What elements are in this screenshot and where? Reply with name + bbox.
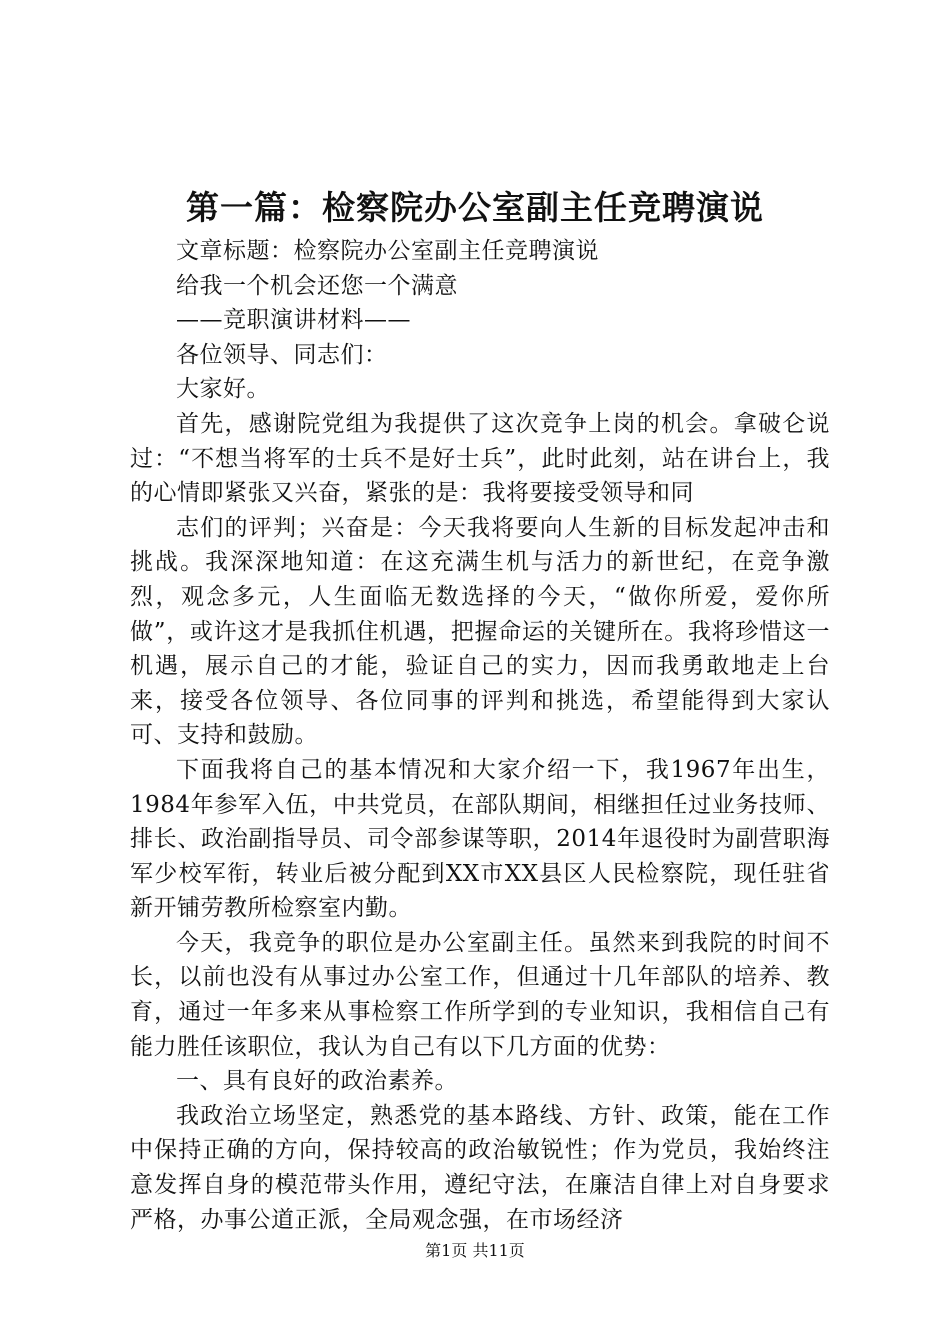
greeting: 大家好。 <box>176 376 270 403</box>
paragraph-political: 我政治立场坚定，熟悉党的基本路线、方针、政策，能在工作中保持正确的方向，保持较高的政治敏锐性；作为党员，我始终注意发挥自身的模范带头作用，遵纪守法，在廉洁自律上对自身要求严格，办事公道正派，全局观念强，在市场经济 <box>130 1102 830 1233</box>
slogan-line: 给我一个机会还您一个满意 <box>176 272 458 299</box>
paragraph-position: 今天，我竞争的职位是办公室副主任。虽然来到我院的时间不长，以前也没有从事过办公室工作，但通过十几年部队的培养、教育，通过一年多来从事检察工作所学到的专业知识，我相信自己有能力胜任该职位，我认为自己有以下几方面的优势： <box>130 929 830 1060</box>
paragraph-challenge: 志们的评判；兴奋是：今天我将要向人生新的目标发起冲击和挑战。我深深地知道：在这充满生机与活力的新世纪，在竞争激烈，观念多元，人生面临无数选择的今天，“做你所爱，爱你所做”，或许这才是我抓住机遇，把握命运的关键所在。我将珍惜这一机遇，展示自己的才能，验证自己的实力，因而我勇敢地走上台来，接受各位领导、各位同事的评判和挑选，希望能得到大家认可、支持和鼓励。 <box>130 514 830 749</box>
paragraph-thanks: 首先，感谢院党组为我提供了这次竞争上岗的机会。拿破仑说过：“不想当将军的士兵不是好士兵”，此时此刻，站在讲台上，我的心情即紧张又兴奋，紧张的是：我将要接受领导和同 <box>130 410 830 507</box>
salutation: 各位领导、同志们： <box>176 341 388 368</box>
paragraph-background: 下面我将自己的基本情况和大家介绍一下，我1967年出生，1984年参军入伍，中共党员，在部队期间，相继担任过业务技师、排长、政治副指导员、司令部参谋等职，2014年退役时为副营职海军少校军衔，转业后被分配到XX市XX县区人民检察院，现任驻省新开铺劳教所检察室内勤。 <box>130 756 830 922</box>
article-title-line: 文章标题：检察院办公室副主任竞聘演说 <box>176 238 599 264</box>
document-body <box>130 234 830 1237</box>
section-heading-1: 一、具有良好的政治素养。 <box>176 1068 458 1095</box>
document-title: 第一篇：检察院办公室副主任竞聘演说 <box>186 188 764 227</box>
subtitle-line: ——竞职演讲材料—— <box>176 307 411 334</box>
page-indicator: 第1页 共11页 <box>425 1241 525 1260</box>
